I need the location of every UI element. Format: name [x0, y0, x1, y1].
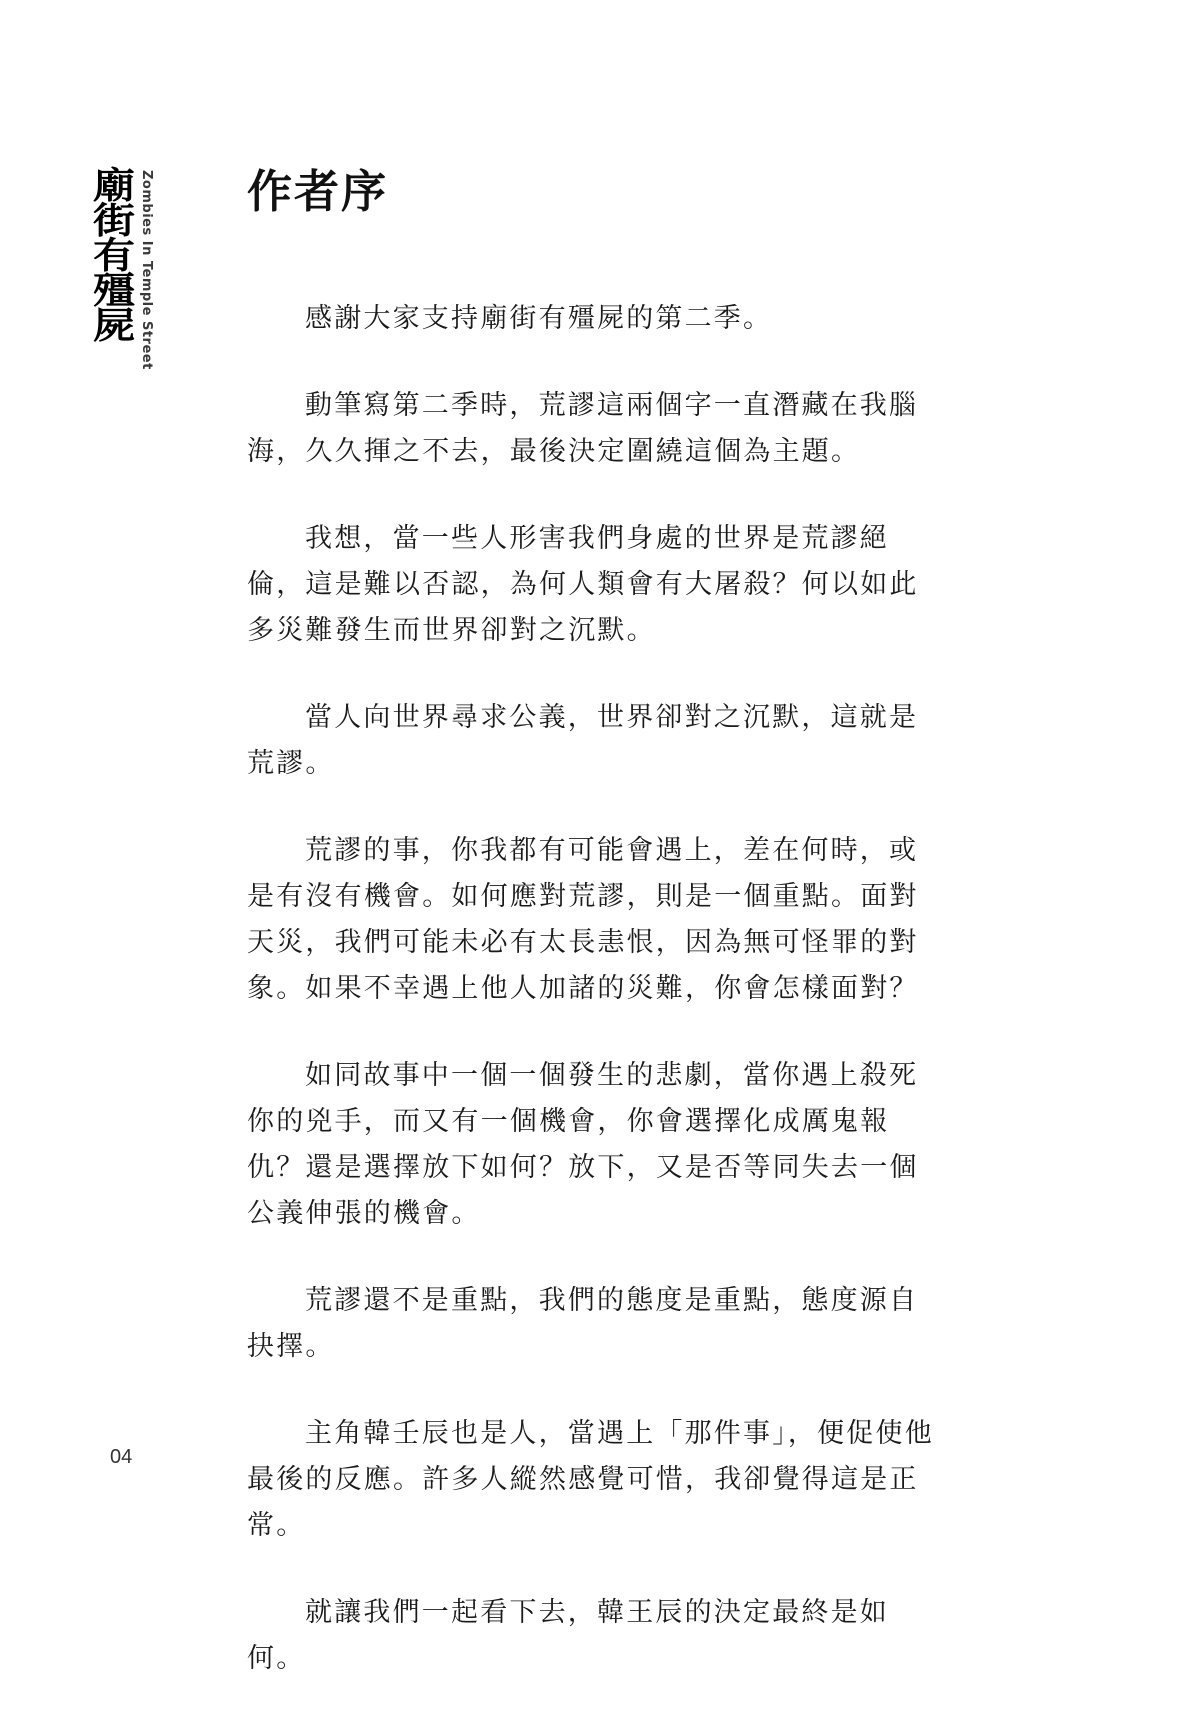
paragraph: 動筆寫第二季時，荒謬這兩個字一直潛藏在我腦海，久久揮之不去，最後決定圍繞這個為主題。	[247, 390, 919, 467]
book-title-char: 街	[92, 199, 135, 242]
paragraph: 感謝大家支持廟街有殭屍的第二季。	[305, 303, 773, 334]
preface-body	[247, 296, 937, 1723]
paragraph: 如同故事中一個一個發生的悲劇，當你遇上殺死你的兇手，而又有一個機會，你會選擇化成厲鬼報仇？還是選擇放下如何？放下，又是否等同失去一個公義伸張的機會。	[247, 1060, 919, 1229]
page-title: 作者序	[247, 165, 389, 218]
book-title-char: 有	[92, 234, 135, 277]
page-number: 04	[110, 1446, 133, 1468]
book-title-char: 屍	[92, 304, 135, 347]
paragraph: 當人向世界尋求公義，世界卻對之沉默，這就是荒謬。	[247, 702, 919, 779]
paragraph: 荒謬的事，你我都有可能會遇上，差在何時，或是有沒有機會。如何應對荒謬，則是一個重點。面對天災，我們可能未必有太長恚恨，因為無可怪罪的對象。如果不幸遇上他人加諸的災難，你會怎樣面對？	[247, 835, 919, 1004]
paragraph: 荒謬還不是重點，我們的態度是重點，態度源自抉擇。	[247, 1285, 919, 1362]
book-subtitle-english: Zombies In Temple Street	[139, 170, 154, 370]
paragraph: 就讓我們一起看下去，韓王辰的決定最終是如何。	[247, 1597, 889, 1674]
paragraph: 主角韓壬辰也是人，當遇上「那件事」，便促使他最後的反應。許多人縱然感覺可惜，我卻覺得這是正常。	[247, 1418, 934, 1541]
book-title-vertical	[92, 164, 136, 347]
book-title-char: 殭	[92, 269, 135, 312]
book-title-char: 廟	[92, 164, 135, 207]
paragraph: 我想，當一些人形害我們身處的世界是荒謬絕倫，這是難以否認，為何人類會有大屠殺？何以如此多災難發生而世界卻對之沉默。	[247, 523, 919, 646]
